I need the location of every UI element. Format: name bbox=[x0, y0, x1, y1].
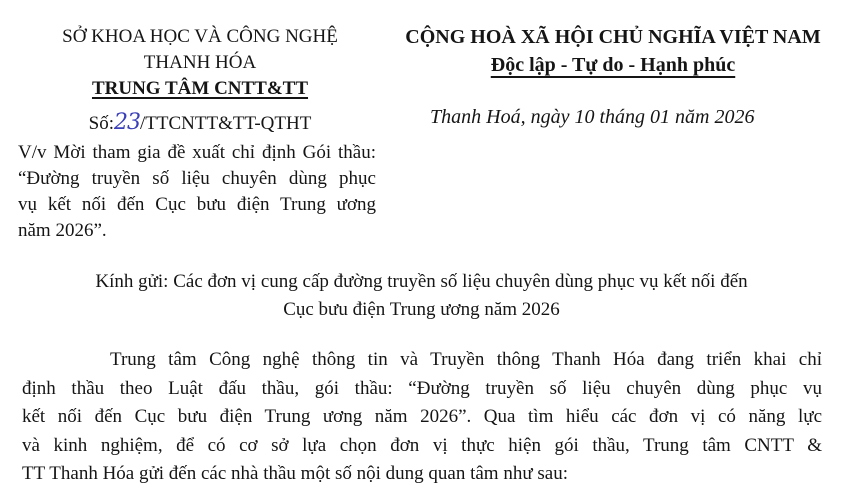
subject-line: “Đường truyền số liệu chuyên dùng phục bbox=[18, 168, 376, 189]
subject-block bbox=[18, 140, 376, 244]
body-line: định thầu theo Luật đấu thầu, gói thầu: “Đường truyền số liệu chuyên dùng phục vụ bbox=[22, 377, 822, 399]
subject-line: V/v Mời tham gia đề xuất chỉ định Gói thầu: bbox=[18, 142, 376, 163]
body-line: TT Thanh Hóa gửi đến các nhà thầu một số nội dung quan tâm như sau: bbox=[22, 463, 568, 484]
subject-line: năm 2026”. bbox=[18, 220, 107, 241]
subject-line: vụ kết nối đến Cục bưu điện Trung ương bbox=[18, 194, 376, 215]
document-number bbox=[0, 110, 400, 135]
body-line: Trung tâm Công nghệ thông tin và Truyền thông Thanh Hóa đang triển khai chỉ bbox=[110, 349, 822, 370]
document-number-suffix: /TTCNTT&TT-QTHT bbox=[140, 113, 312, 134]
document-number-prefix: Số: bbox=[88, 113, 115, 134]
recipient-block bbox=[0, 268, 843, 324]
body-line: kết nối đến Cục bưu điện Trung ương năm 2026”. Qua tìm hiểu các đơn vị có năng lực bbox=[22, 406, 822, 427]
motto-text: Độc lập - Tự do - Hạnh phúc bbox=[490, 54, 736, 76]
body-line: và kinh nghiệm, để có cơ sở lựa chọn đơn vị thực hiện gói thầu, Trung tâm CNTT & bbox=[22, 434, 822, 456]
national-title: CỘNG HOÀ XÃ HỘI CHỦ NGHĨA VIỆT NAM bbox=[405, 26, 821, 48]
place-date: Thanh Hoá, ngày 10 tháng 01 năm 2026 bbox=[430, 106, 755, 128]
motto bbox=[398, 54, 828, 77]
recipient-line-1: Kính gửi: Các đơn vị cung cấp đường truyền số liệu chuyên dùng phục vụ kết nối đến bbox=[95, 271, 748, 292]
department-line-2: THANH HÓA bbox=[143, 52, 257, 73]
center-name bbox=[0, 78, 400, 100]
center-name-text: TRUNG TÂM CNTT&TT bbox=[91, 78, 309, 99]
recipient-line-2: Cục bưu điện Trung ương năm 2026 bbox=[283, 299, 560, 320]
body-paragraph bbox=[22, 346, 822, 489]
department-line-1: SỞ KHOA HỌC VÀ CÔNG NGHỆ bbox=[62, 26, 338, 47]
document-number-handwritten: 23 bbox=[114, 110, 141, 135]
